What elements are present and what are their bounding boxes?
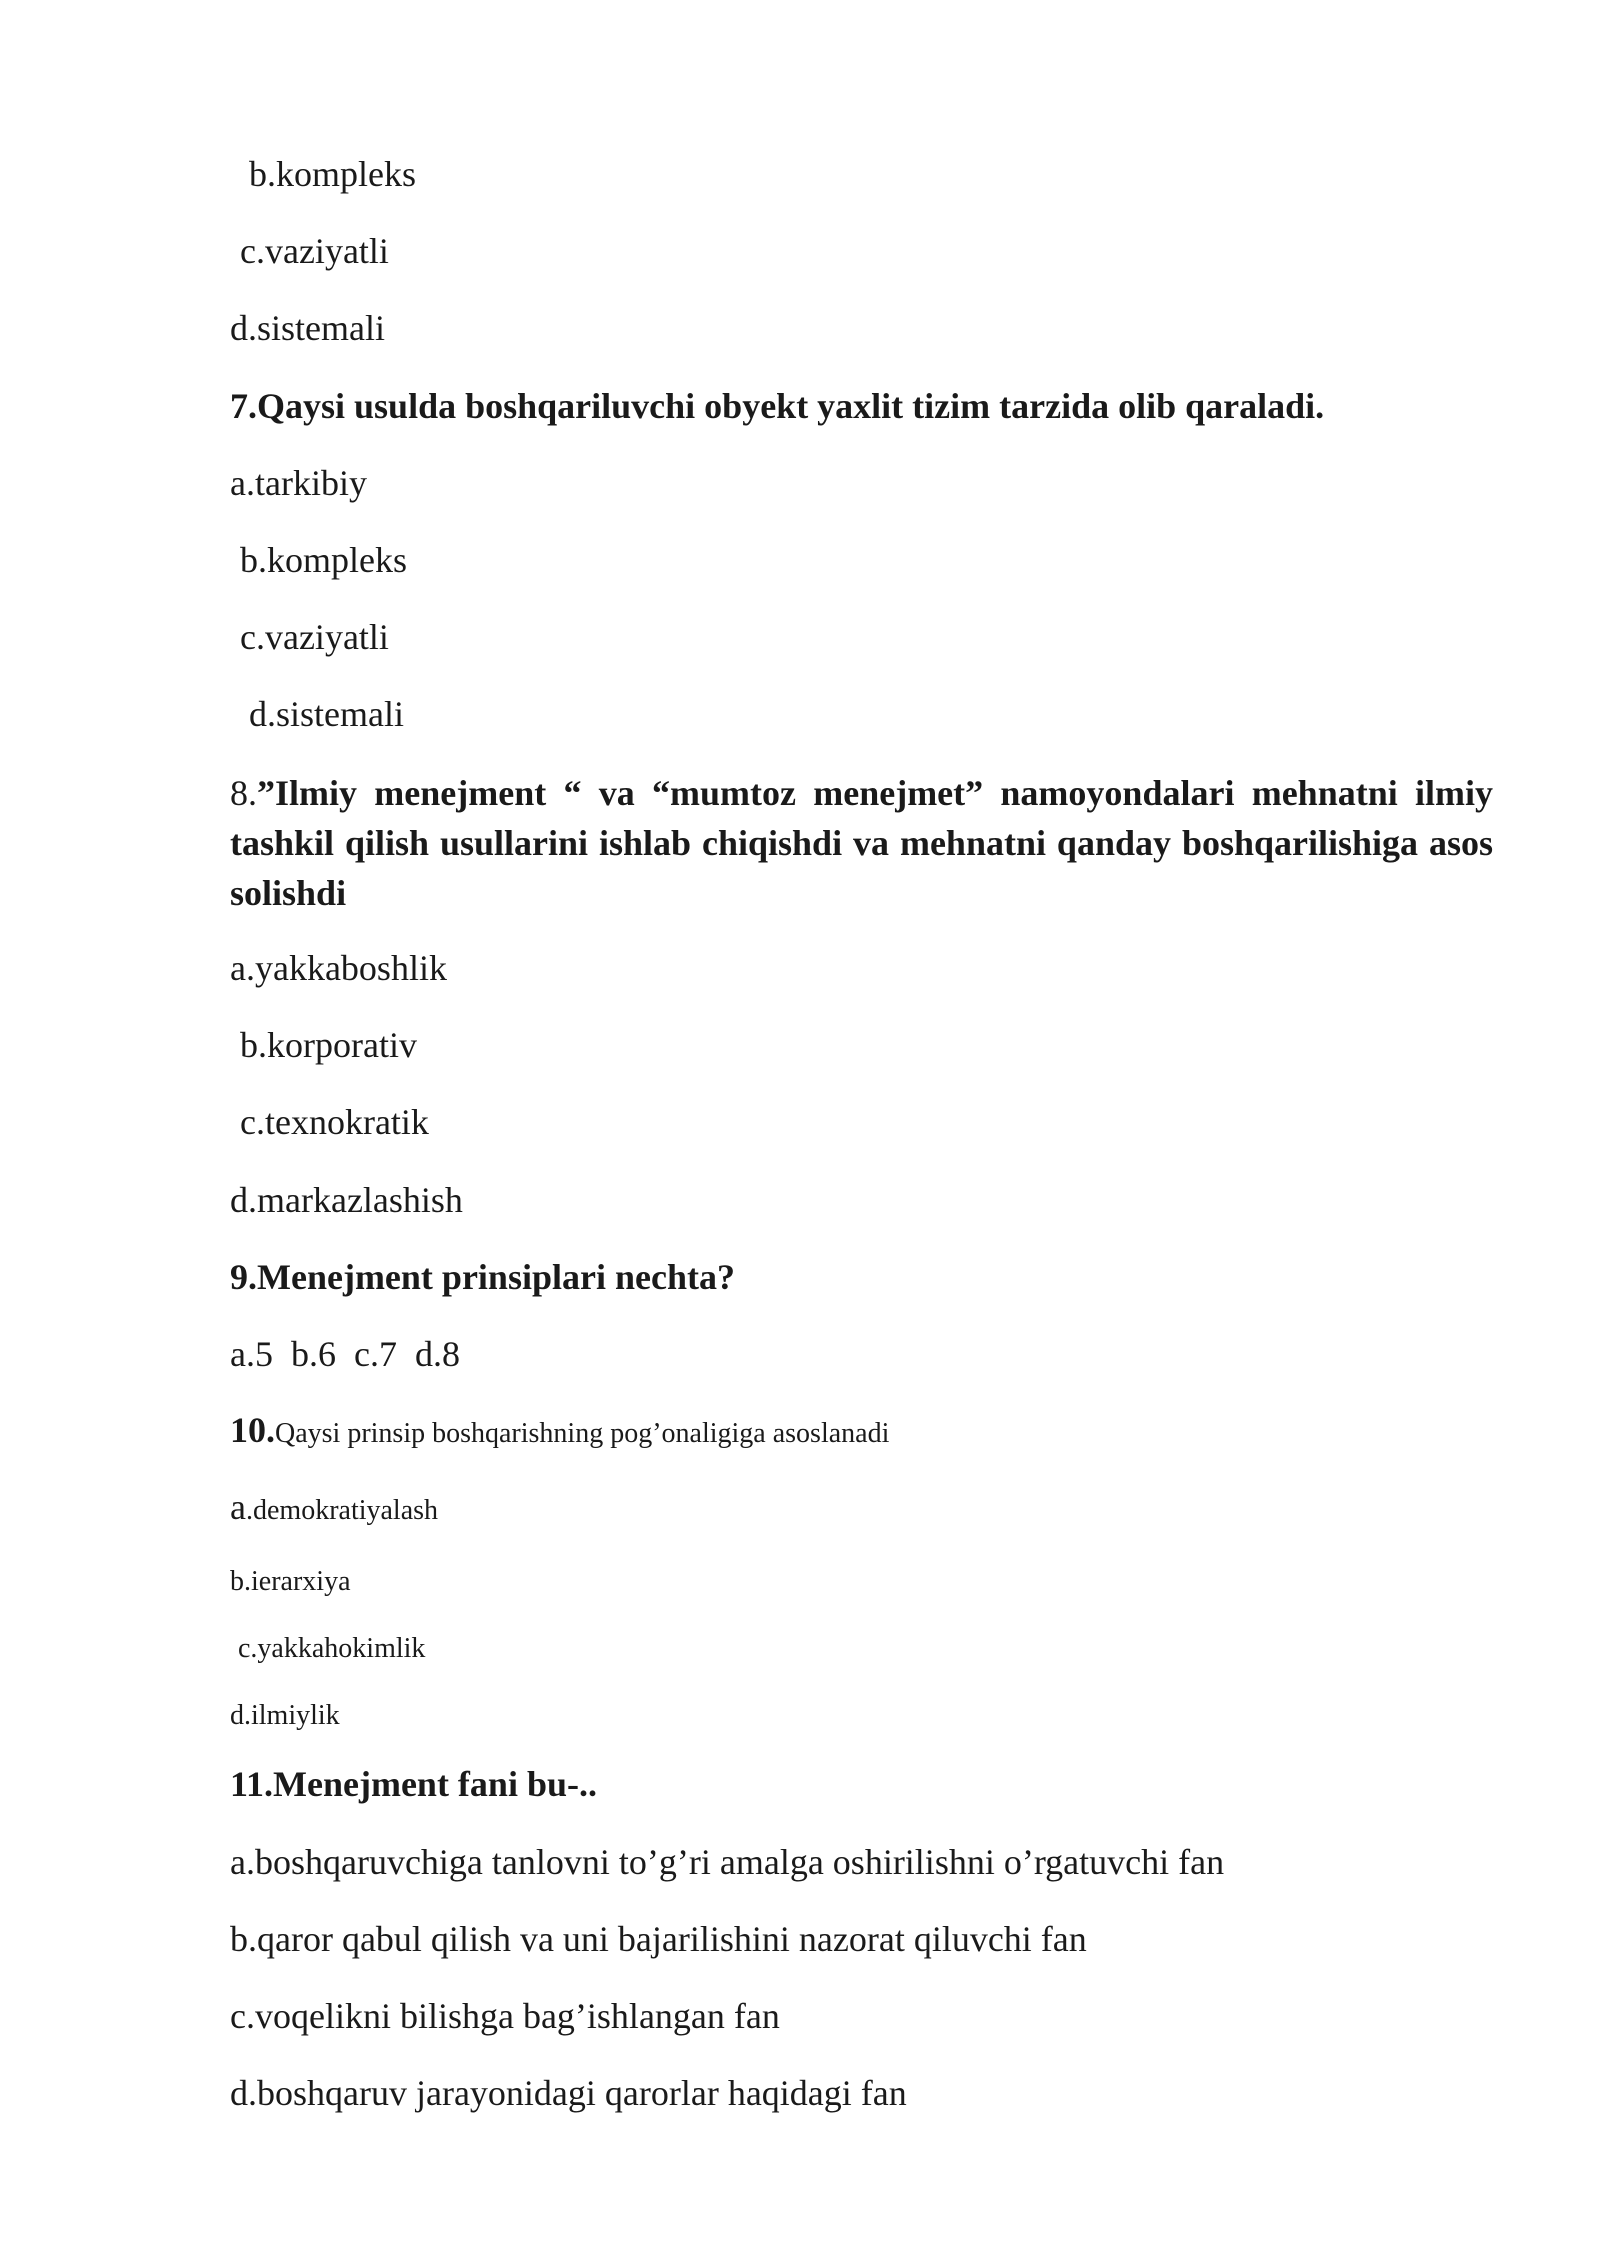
answer-option: b.korporativ [240, 1025, 417, 1065]
answer-option: a.tarkibiy [230, 463, 367, 503]
question-10 [230, 1410, 889, 1454]
question-11: 11.Menejment fani bu-.. [230, 1764, 597, 1804]
answer-option [230, 1487, 438, 1531]
answer-option: c.vaziyatli [240, 617, 389, 657]
option-letter: a [230, 1487, 246, 1527]
option-text: .demokratiyalash [245, 1495, 439, 1526]
question-text: Qaysi prinsip boshqarishning pog’onaligiga asoslanadi [275, 1418, 890, 1449]
answer-option: c.texnokratik [240, 1102, 429, 1142]
answer-option: c.yakkahokimlik [238, 1633, 426, 1664]
answer-option: b.kompleks [240, 154, 416, 194]
answer-option: c.vaziyatli [240, 231, 389, 271]
question-text: ”Ilmiy menejment “ va “mumtoz menejmet” namoyondalari mehnatni ilmiy tashkil qilish usullarini ishlab chiqishdi va mehnatni qanday boshqarilishiga asos solishdi [230, 773, 1493, 913]
answer-options-inline: a.5 b.6 c.7 d.8 [230, 1334, 460, 1374]
answer-option: d.markazlashish [230, 1180, 463, 1220]
answer-option: b.kompleks [240, 540, 407, 580]
answer-option: b.ierarxiya [230, 1566, 351, 1597]
question-number: 10. [230, 1410, 275, 1450]
answer-option: d.sistemali [230, 308, 385, 348]
question-number: 8. [230, 773, 257, 813]
answer-option: d.boshqaruv jarayonidagi qarorlar haqidagi fan [230, 2073, 907, 2113]
answer-option: a.boshqaruvchiga tanlovni to’g’ri amalga oshirilishni o’rgatuvchi fan [230, 1842, 1225, 1882]
answer-option: b.qaror qabul qilish va uni bajarilishini nazorat qiluvchi fan [230, 1919, 1087, 1959]
answer-option: c.voqelikni bilishga bag’ishlangan fan [230, 1996, 780, 2036]
answer-option: d.ilmiylik [230, 1700, 340, 1731]
question-8 [230, 768, 1493, 918]
question-7: 7.Qaysi usulda boshqariluvchi obyekt yaxlit tizim tarzida olib qaraladi. [230, 386, 1325, 426]
question-9: 9.Menejment prinsiplari nechta? [230, 1257, 735, 1297]
answer-option: a.yakkaboshlik [230, 948, 447, 988]
answer-option: d.sistemali [240, 694, 404, 734]
